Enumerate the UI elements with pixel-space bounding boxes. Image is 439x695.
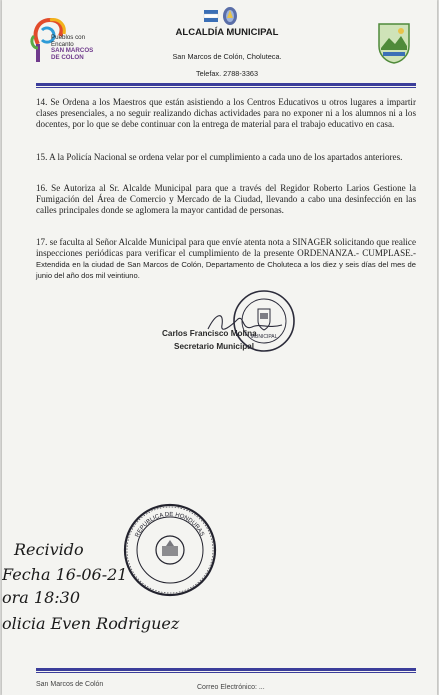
municipality-phone: Telefax. 2788-3363 xyxy=(195,69,259,78)
handwritten-date: Fecha 16-06-21 xyxy=(2,565,128,584)
honduras-coat-of-arms-icon xyxy=(202,4,242,26)
municipality-title: ALCALDÍA MUNICIPAL xyxy=(175,27,279,38)
receipt-seal-stamp xyxy=(122,502,218,598)
footer-location: San Marcos de Colón xyxy=(36,681,104,688)
footer-divider-thin xyxy=(36,672,416,673)
municipal-shield-icon xyxy=(377,22,411,64)
paragraph-16: 16. Se Autoriza al Sr. Alcalde Municipal para que a través del Regidor Roberto Larios Gestione la Fumigación del Área de Comercio y Mercado de la Ciudad, llevando a cabo una desinfección en las calles principales donde se aglomera la mayor cantidad de personas. xyxy=(36,183,416,215)
handwritten-time: ora 18:30 xyxy=(2,588,81,607)
paragraph-14: 14. Se Ordena a los Maestros que están asistiendo a los Centros Educativos u otros lugares a impartir clases presenciales, a no seguir realizando dichas actividades para no exponer ni a los alumnos ni a los docentes, por lo que se debe continuar con la entrega de material para el trabajo educativo en casa. xyxy=(36,97,416,129)
logo-tagline: Pueblos con Encanto SAN MARCOS DE COLON xyxy=(51,34,94,61)
seal-republic-text: REPUBLICA DE HONDURAS xyxy=(134,511,205,539)
footer-divider xyxy=(36,668,416,671)
handwritten-officer: olicia Even Rodriguez xyxy=(2,614,180,633)
footer-email: Correo Electrónico: ... xyxy=(197,684,265,691)
header-divider xyxy=(36,83,416,86)
seal-municipal-text: MUNICIPAL xyxy=(250,334,278,340)
municipal-seal-stamp xyxy=(231,289,297,353)
paragraph-17-closing: Extendida en la ciudad de San Marcos de Colón, Departamento de Choluteca a los diez y seis días del mes de junio del año dos mil veintiuno. xyxy=(36,260,416,280)
handwritten-received: Recivido xyxy=(14,540,84,559)
municipality-address: San Marcos de Colón, Choluteca. xyxy=(172,52,282,61)
paragraph-17-main: 17. se faculta al Señor Alcalde Municipal para que envíe atenta nota a SINAGER solicitando que realice inspecciones periódicas para verificar el cumplimiento de la presente ORDENANZA.- CUMPLASE.- xyxy=(36,237,416,258)
paragraph-17 xyxy=(36,237,416,281)
document-page xyxy=(2,0,437,695)
header-divider-thin xyxy=(36,87,416,88)
signatory-title: Secretario Municipal xyxy=(174,342,255,351)
signatory-name: Carlos Francisco Molina xyxy=(162,329,257,338)
paragraph-15: 15. A la Policía Nacional se ordena velar por el cumplimiento a cada uno de los apartados anteriores. xyxy=(36,152,403,162)
